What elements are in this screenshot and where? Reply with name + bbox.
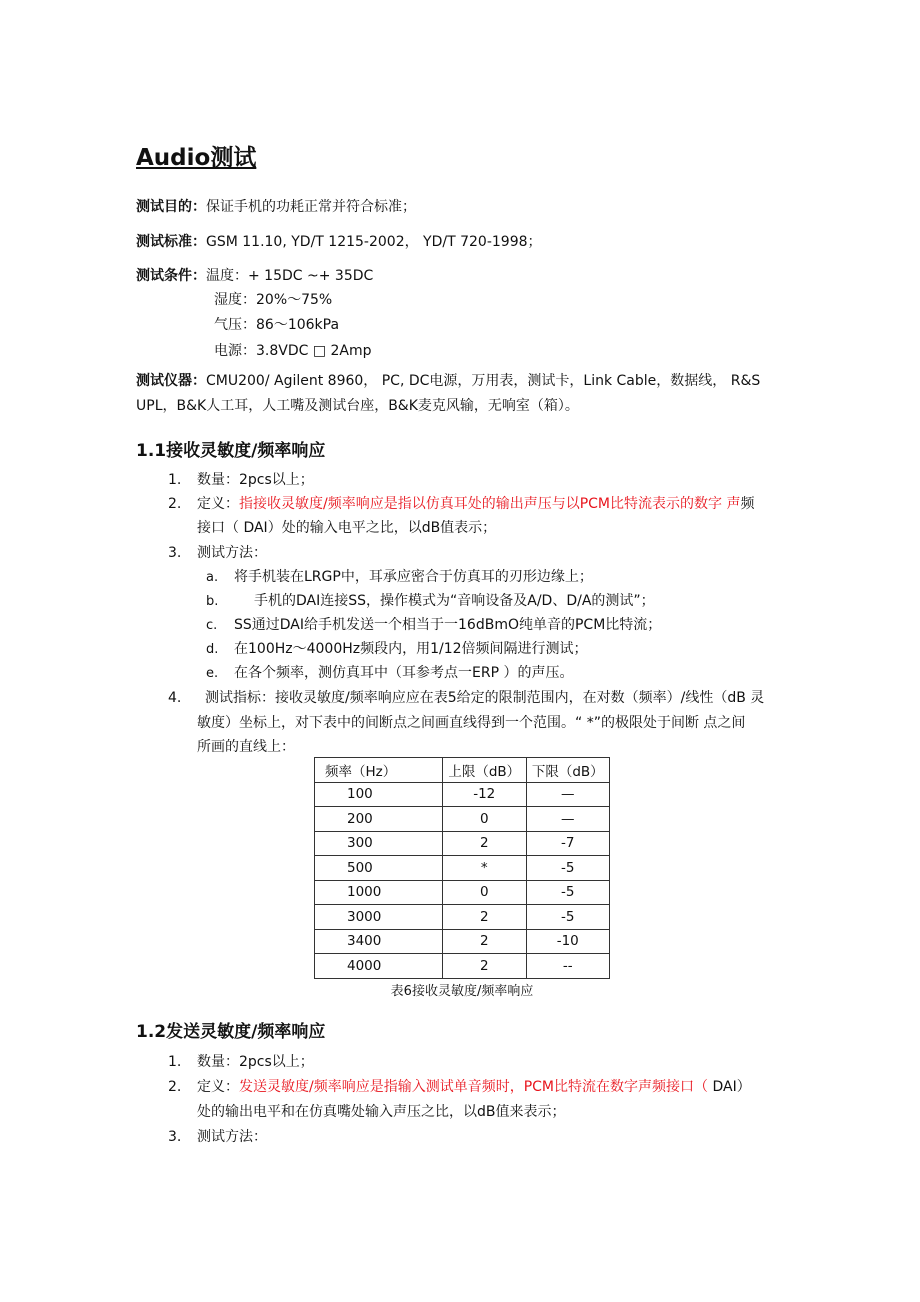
step-a-letter: a.	[206, 570, 219, 585]
step-e-text: 在各个频率，测仿真耳中（耳参考点一ERP ）的声压。	[234, 665, 574, 681]
table-cell: 300	[315, 831, 443, 856]
s1-item4-line3: 所画的直线上：	[197, 739, 295, 755]
s2-item3-num: 3.	[168, 1129, 182, 1145]
table-cell: -5	[526, 856, 610, 881]
s2-item1-num: 1.	[168, 1054, 182, 1070]
s1-item2-num: 2.	[168, 496, 182, 512]
table-cell: 2	[443, 954, 527, 979]
table-row	[315, 880, 610, 905]
s1-item2-text: 频	[740, 496, 755, 512]
conditions-line	[136, 267, 373, 285]
table-row	[315, 954, 610, 979]
table-cell: 3000	[315, 905, 443, 930]
table-header-cell: 上限（dB）	[443, 758, 527, 783]
s1-item4-line2: 敏度）坐标上，对下表中的间断点之间画直线得到一个范围。“ *”的极限处于间断 点之间	[197, 715, 746, 731]
conditions-label: 测试条件：	[136, 268, 206, 284]
table-row	[315, 856, 610, 881]
purpose-line	[136, 198, 416, 216]
s1-item4-num: 4.	[168, 690, 182, 706]
frequency-response-table	[314, 757, 610, 979]
table-cell: 4000	[315, 954, 443, 979]
s2-item1-text: 2pcs以上；	[239, 1054, 314, 1070]
section1-heading: 1.1接收灵敏度/频率响应	[136, 441, 326, 461]
s1-item1-num: 1.	[168, 472, 182, 488]
table-cell: 200	[315, 807, 443, 832]
instruments-label: 测试仪器：	[136, 373, 206, 389]
instruments-line1	[136, 372, 760, 390]
table-cell: -10	[526, 929, 610, 954]
s1-item1-text: 2pcs以上；	[239, 472, 314, 488]
step-b-text: 手机的DAI连接SS，操作模式为“音响设备及A/D、D/A的测试”；	[254, 593, 655, 609]
standard-label: 测试标准：	[136, 234, 206, 250]
s1-item2	[197, 495, 754, 513]
table-row	[315, 905, 610, 930]
table-cell: —	[526, 782, 610, 807]
table-cell: 3400	[315, 929, 443, 954]
s1-item3-label: 测试方法：	[197, 545, 267, 561]
s1-item2-line2: 接口（ DAI）处的输入电平之比，以dB值表示；	[197, 520, 497, 536]
conditions-pressure: 气压：86～106kPa	[214, 317, 340, 333]
s2-item2-label: 定义：	[197, 1079, 239, 1095]
s1-item2-label: 定义：	[197, 496, 239, 512]
table-cell: 0	[443, 807, 527, 832]
table-cell: -5	[526, 905, 610, 930]
instruments-text2: UPL，B&K人工耳，人工嘴及测试台座，B&K麦克风输，无响室（箱）。	[136, 398, 579, 414]
table-cell: -7	[526, 831, 610, 856]
section2-heading: 1.2发送灵敏度/频率响应	[136, 1022, 326, 1042]
s1-item4-line1: 测试指标：接收灵敏度/频率响应应在表5给定的限制范围内，在对数（频率）/线性（dB 灵	[205, 690, 765, 706]
table-row	[315, 831, 610, 856]
step-a-text: 将手机装在LRGP中，耳承应密合于仿真耳的刃形边缘上；	[234, 569, 593, 585]
s2-item2-num: 2.	[168, 1079, 182, 1095]
table-header-row	[315, 758, 610, 783]
conditions-power: 电源：3.8VDC □ 2Amp	[214, 343, 372, 359]
table-cell: 0	[443, 880, 527, 905]
s1-item2-red-text: 指接收灵敏度/频率响应是指以仿真耳处的输出声压与以PCM比特流表示的数字 声	[239, 496, 741, 512]
table-cell: -5	[526, 880, 610, 905]
s2-item3-label: 测试方法：	[197, 1129, 267, 1145]
table-cell: —	[526, 807, 610, 832]
s2-item2-line2: 处的输出电平和在仿真嘴处输入声压之比，以dB值来表示；	[197, 1104, 566, 1120]
conditions-temperature: 温度：+ 15DC ~+ 35DC	[206, 268, 374, 284]
standard-line	[136, 233, 542, 251]
conditions-humidity: 湿度：20%～75%	[214, 292, 333, 308]
table-cell: 500	[315, 856, 443, 881]
step-d-text: 在100Hz～4000Hz频段内，用1/12倍频间隔进行测试；	[234, 641, 588, 657]
s2-item1	[197, 1053, 314, 1071]
page-title: Audio测试	[136, 145, 257, 171]
table-cell: 2	[443, 929, 527, 954]
step-d-letter: d.	[206, 642, 219, 657]
table-cell: 100	[315, 782, 443, 807]
table-row	[315, 782, 610, 807]
s1-item1	[197, 471, 314, 489]
s2-item2-red-text: 发送灵敏度/频率响应是指输入测试单音频时，PCM比特流在数字声频接口（	[239, 1079, 709, 1095]
table-cell: 2	[443, 905, 527, 930]
instruments-text1: CMU200/ Agilent 8960， PC, DC电源，万用表，测试卡，Link Cable，数据线， R&S	[206, 373, 761, 389]
s1-item3-num: 3.	[168, 545, 182, 561]
table-cell: *	[443, 856, 527, 881]
table-cell: 2	[443, 831, 527, 856]
table-cell: -12	[443, 782, 527, 807]
s2-item2	[197, 1078, 751, 1096]
step-e-letter: e.	[206, 666, 219, 681]
standard-text: GSM 11.10, YD/T 1215-2002， YD/T 720-1998；	[206, 234, 542, 250]
table-header-cell: 频率（Hz）	[315, 758, 443, 783]
table-cell: --	[526, 954, 610, 979]
step-c-text: SS通过DAI给手机发送一个相当于一16dBmO纯单音的PCM比特流；	[234, 617, 662, 633]
s1-item1-label: 数量：	[197, 472, 239, 488]
table-caption: 表6接收灵敏度/频率响应	[390, 984, 534, 999]
purpose-text: 保证手机的功耗正常并符合标准；	[206, 199, 416, 215]
step-b-letter: b.	[206, 594, 219, 609]
table-row	[315, 929, 610, 954]
table-row	[315, 807, 610, 832]
s2-item2-text: DAI）	[708, 1079, 751, 1095]
step-c-letter: c.	[206, 618, 218, 633]
purpose-label: 测试目的：	[136, 199, 206, 215]
table-cell: 1000	[315, 880, 443, 905]
s2-item1-label: 数量：	[197, 1054, 239, 1070]
table-header-cell: 下限（dB）	[526, 758, 610, 783]
